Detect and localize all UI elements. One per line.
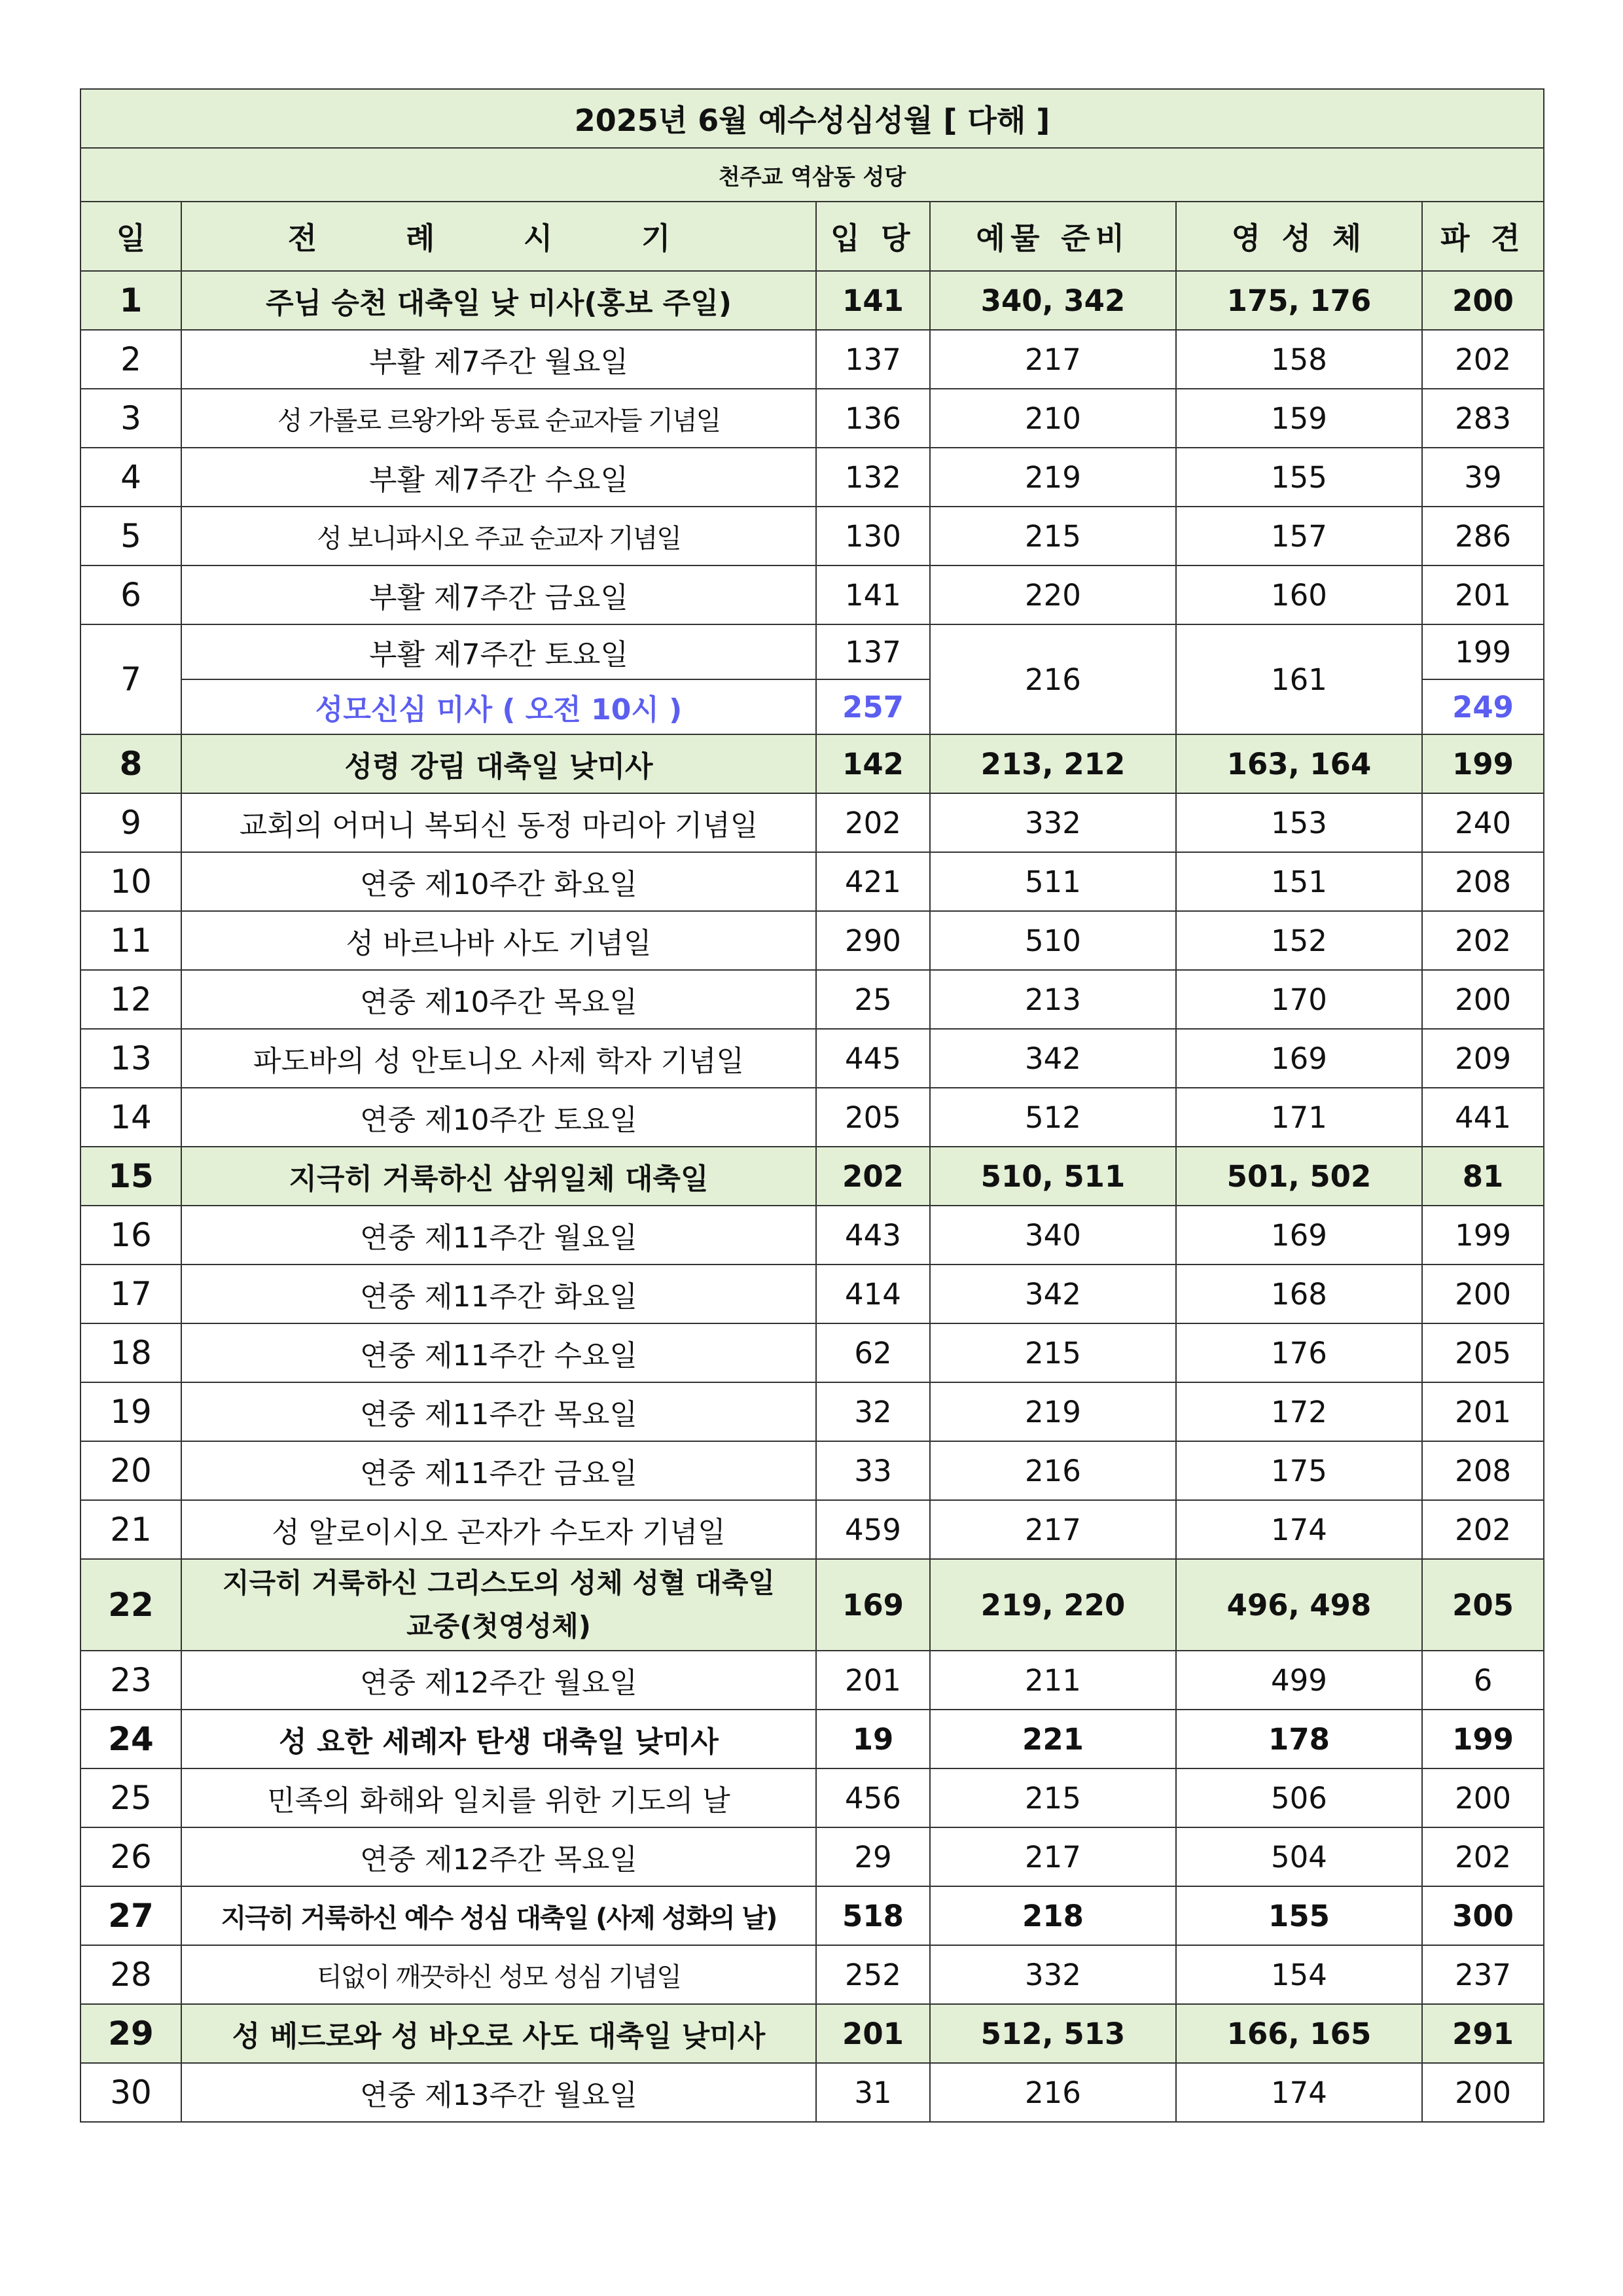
communion-cell: 169: [1176, 1029, 1422, 1088]
table-row: [80, 389, 1544, 448]
dismissal-cell: 199: [1422, 624, 1544, 679]
header-offertory: 예물 준비: [930, 202, 1176, 271]
day-cell: 11: [80, 911, 181, 970]
dismissal-cell: 200: [1422, 1768, 1544, 1827]
liturgy-cell: 부활 제7주간 월요일: [181, 330, 816, 389]
communion-cell: 159: [1176, 389, 1422, 448]
liturgy-cell: 부활 제7주간 토요일: [181, 624, 816, 679]
day-cell: 7: [80, 624, 181, 734]
entrance-cell: 202: [816, 1147, 930, 1206]
offertory-cell: 210: [930, 389, 1176, 448]
offertory-cell: 213: [930, 970, 1176, 1029]
liturgy-cell: 지극히 거룩하신 삼위일체 대축일: [181, 1147, 816, 1206]
offertory-cell: 221: [930, 1710, 1176, 1768]
table-row: [80, 1088, 1544, 1147]
day-cell: 27: [80, 1886, 181, 1945]
dismissal-cell: 441: [1422, 1088, 1544, 1147]
table-row: [80, 1029, 1544, 1088]
liturgy-cell: 연중 제11주간 목요일: [181, 1382, 816, 1441]
liturgy-cell: 지극히 거룩하신 그리스도의 성체 성혈 대축일 교중(첫영성체): [181, 1559, 816, 1651]
communion-cell: 152: [1176, 911, 1422, 970]
dismissal-cell: 205: [1422, 1323, 1544, 1382]
table-row: [80, 1827, 1544, 1886]
offertory-cell: 216: [930, 1441, 1176, 1500]
dismissal-cell: 81: [1422, 1147, 1544, 1206]
liturgy-cell: 연중 제11주간 화요일: [181, 1265, 816, 1323]
communion-cell: 174: [1176, 1500, 1422, 1559]
table-row: [80, 793, 1544, 852]
day-cell: 26: [80, 1827, 181, 1886]
communion-cell: 501, 502: [1176, 1147, 1422, 1206]
dismissal-cell: 6: [1422, 1651, 1544, 1710]
communion-cell: 172: [1176, 1382, 1422, 1441]
table-row: [80, 1441, 1544, 1500]
offertory-cell: 219: [930, 448, 1176, 507]
offertory-cell: 213, 212: [930, 734, 1176, 793]
communion-cell: 175: [1176, 1441, 1422, 1500]
entrance-cell: 141: [816, 271, 930, 330]
day-cell: 23: [80, 1651, 181, 1710]
liturgy-cell: 부활 제7주간 수요일: [181, 448, 816, 507]
offertory-cell: 510, 511: [930, 1147, 1176, 1206]
dismissal-cell: 202: [1422, 1500, 1544, 1559]
communion-cell: 161: [1176, 624, 1422, 734]
table-row: [80, 1768, 1544, 1827]
table-row: [80, 1945, 1544, 2004]
liturgy-cell: 부활 제7주간 금요일: [181, 565, 816, 624]
communion-cell: 496, 498: [1176, 1559, 1422, 1651]
offertory-cell: 217: [930, 1500, 1176, 1559]
table-row: [80, 624, 1544, 679]
day-cell: 18: [80, 1323, 181, 1382]
day-cell: 21: [80, 1500, 181, 1559]
communion-cell: 176: [1176, 1323, 1422, 1382]
table-row: [80, 1206, 1544, 1265]
header-day: 일: [80, 202, 181, 271]
liturgy-cell: 연중 제10주간 화요일: [181, 852, 816, 911]
communion-cell: 151: [1176, 852, 1422, 911]
table-row: [80, 2004, 1544, 2063]
table-row: [80, 507, 1544, 565]
communion-cell: 157: [1176, 507, 1422, 565]
day-cell: 17: [80, 1265, 181, 1323]
offertory-cell: 215: [930, 1768, 1176, 1827]
day-cell: 15: [80, 1147, 181, 1206]
hymn-schedule-table: [80, 88, 1544, 2123]
entrance-cell: 130: [816, 507, 930, 565]
table-row: [80, 1651, 1544, 1710]
day-cell: 30: [80, 2063, 181, 2122]
offertory-cell: 216: [930, 2063, 1176, 2122]
liturgy-cell: 성 알로이시오 곤자가 수도자 기념일: [181, 1500, 816, 1559]
entrance-cell: 142: [816, 734, 930, 793]
table-row: [80, 448, 1544, 507]
entrance-cell: 33: [816, 1441, 930, 1500]
offertory-cell: 215: [930, 1323, 1176, 1382]
day-cell: 4: [80, 448, 181, 507]
parish-name: 천주교 역삼동 성당: [80, 148, 1544, 202]
dismissal-sub-cell: 249: [1422, 679, 1544, 734]
communion-cell: 155: [1176, 1886, 1422, 1945]
entrance-cell: 202: [816, 793, 930, 852]
dismissal-cell: 208: [1422, 852, 1544, 911]
offertory-cell: 332: [930, 793, 1176, 852]
header-communion: 영 성 체: [1176, 202, 1422, 271]
liturgy-cell: 성 보니파시오 주교 순교자 기념일: [181, 507, 816, 565]
entrance-cell: 31: [816, 2063, 930, 2122]
day-cell: 20: [80, 1441, 181, 1500]
dismissal-cell: 39: [1422, 448, 1544, 507]
table-row: [80, 1323, 1544, 1382]
liturgy-cell: 성 가롤로 르왕가와 동료 순교자들 기념일: [181, 389, 816, 448]
table-row: [80, 565, 1544, 624]
offertory-cell: 332: [930, 1945, 1176, 2004]
liturgy-cell: 연중 제11주간 수요일: [181, 1323, 816, 1382]
communion-cell: 174: [1176, 2063, 1422, 2122]
liturgy-cell: 교회의 어머니 복되신 동정 마리아 기념일: [181, 793, 816, 852]
entrance-cell: 459: [816, 1500, 930, 1559]
liturgy-cell: 연중 제11주간 월요일: [181, 1206, 816, 1265]
table-row: [80, 1382, 1544, 1441]
offertory-cell: 512, 513: [930, 2004, 1176, 2063]
offertory-cell: 219: [930, 1382, 1176, 1441]
liturgy-cell: 연중 제13주간 월요일: [181, 2063, 816, 2122]
liturgy-cell: 연중 제12주간 월요일: [181, 1651, 816, 1710]
communion-cell: 169: [1176, 1206, 1422, 1265]
dismissal-cell: 200: [1422, 271, 1544, 330]
liturgy-cell: 연중 제12주간 목요일: [181, 1827, 816, 1886]
day-cell: 9: [80, 793, 181, 852]
dismissal-cell: 200: [1422, 2063, 1544, 2122]
dismissal-cell: 200: [1422, 970, 1544, 1029]
day-cell: 19: [80, 1382, 181, 1441]
table-row: [80, 2063, 1544, 2122]
offertory-cell: 217: [930, 1827, 1176, 1886]
entrance-cell: 201: [816, 1651, 930, 1710]
entrance-cell: 205: [816, 1088, 930, 1147]
entrance-cell: 136: [816, 389, 930, 448]
table-row: [80, 734, 1544, 793]
page-title: 2025년 6월 예수성심성월 [ 다해 ]: [80, 89, 1544, 148]
table-body: [80, 89, 1544, 2122]
entrance-cell: 25: [816, 970, 930, 1029]
offertory-cell: 340: [930, 1206, 1176, 1265]
entrance-cell: 201: [816, 2004, 930, 2063]
table-row: [80, 1559, 1544, 1651]
table-row: [80, 1147, 1544, 1206]
table-row: [80, 1710, 1544, 1768]
liturgy-cell: 민족의 화해와 일치를 위한 기도의 날: [181, 1768, 816, 1827]
entrance-cell: 29: [816, 1827, 930, 1886]
dismissal-cell: 201: [1422, 1382, 1544, 1441]
table-row: [80, 852, 1544, 911]
dismissal-cell: 240: [1422, 793, 1544, 852]
table-row: [80, 911, 1544, 970]
day-cell: 3: [80, 389, 181, 448]
liturgy-cell: 연중 제11주간 금요일: [181, 1441, 816, 1500]
day-cell: 10: [80, 852, 181, 911]
dismissal-cell: 208: [1422, 1441, 1544, 1500]
dismissal-cell: 199: [1422, 1710, 1544, 1768]
offertory-cell: 216: [930, 624, 1176, 734]
dismissal-cell: 209: [1422, 1029, 1544, 1088]
offertory-cell: 342: [930, 1265, 1176, 1323]
communion-cell: 168: [1176, 1265, 1422, 1323]
liturgy-cell: 성 베드로와 성 바오로 사도 대축일 낮미사: [181, 2004, 816, 2063]
day-cell: 22: [80, 1559, 181, 1651]
entrance-cell: 443: [816, 1206, 930, 1265]
dismissal-cell: 199: [1422, 734, 1544, 793]
table-row: [80, 970, 1544, 1029]
liturgy-cell: 파도바의 성 안토니오 사제 학자 기념일: [181, 1029, 816, 1088]
dismissal-cell: 201: [1422, 565, 1544, 624]
liturgy-cell: 성 요한 세례자 탄생 대축일 낮미사: [181, 1710, 816, 1768]
offertory-cell: 218: [930, 1886, 1176, 1945]
dismissal-cell: 202: [1422, 911, 1544, 970]
dismissal-cell: 237: [1422, 1945, 1544, 2004]
day-cell: 13: [80, 1029, 181, 1088]
entrance-cell: 252: [816, 1945, 930, 2004]
offertory-cell: 510: [930, 911, 1176, 970]
dismissal-cell: 202: [1422, 330, 1544, 389]
offertory-cell: 211: [930, 1651, 1176, 1710]
day-cell: 8: [80, 734, 181, 793]
entrance-cell: 19: [816, 1710, 930, 1768]
liturgy-sub-cell: 성모신심 미사 ( 오전 10시 ): [181, 679, 816, 734]
day-cell: 24: [80, 1710, 181, 1768]
liturgy-cell: 연중 제10주간 목요일: [181, 970, 816, 1029]
day-cell: 28: [80, 1945, 181, 2004]
day-cell: 12: [80, 970, 181, 1029]
dismissal-cell: 205: [1422, 1559, 1544, 1651]
dismissal-cell: 199: [1422, 1206, 1544, 1265]
day-cell: 25: [80, 1768, 181, 1827]
header-liturgy: 전 례 시 기: [181, 202, 816, 271]
title-row: [80, 89, 1544, 148]
day-cell: 29: [80, 2004, 181, 2063]
entrance-cell: 290: [816, 911, 930, 970]
communion-cell: 153: [1176, 793, 1422, 852]
liturgy-cell: 연중 제10주간 토요일: [181, 1088, 816, 1147]
entrance-sub-cell: 257: [816, 679, 930, 734]
header-dismissal: 파 견: [1422, 202, 1544, 271]
header-row: [80, 202, 1544, 271]
communion-cell: 171: [1176, 1088, 1422, 1147]
dismissal-cell: 286: [1422, 507, 1544, 565]
communion-cell: 504: [1176, 1827, 1422, 1886]
communion-cell: 166, 165: [1176, 2004, 1422, 2063]
day-cell: 16: [80, 1206, 181, 1265]
offertory-cell: 340, 342: [930, 271, 1176, 330]
communion-cell: 158: [1176, 330, 1422, 389]
dismissal-cell: 202: [1422, 1827, 1544, 1886]
entrance-cell: 421: [816, 852, 930, 911]
offertory-cell: 511: [930, 852, 1176, 911]
communion-cell: 506: [1176, 1768, 1422, 1827]
entrance-cell: 169: [816, 1559, 930, 1651]
day-cell: 1: [80, 271, 181, 330]
offertory-cell: 219, 220: [930, 1559, 1176, 1651]
communion-cell: 163, 164: [1176, 734, 1422, 793]
dismissal-cell: 300: [1422, 1886, 1544, 1945]
liturgy-cell: 성 바르나바 사도 기념일: [181, 911, 816, 970]
dismissal-cell: 283: [1422, 389, 1544, 448]
communion-cell: 170: [1176, 970, 1422, 1029]
offertory-cell: 342: [930, 1029, 1176, 1088]
offertory-cell: 512: [930, 1088, 1176, 1147]
communion-cell: 175, 176: [1176, 271, 1422, 330]
table-row: [80, 271, 1544, 330]
offertory-cell: 217: [930, 330, 1176, 389]
table-row: [80, 330, 1544, 389]
offertory-cell: 215: [930, 507, 1176, 565]
entrance-cell: 62: [816, 1323, 930, 1382]
communion-cell: 160: [1176, 565, 1422, 624]
table-row: [80, 1886, 1544, 1945]
table-row: [80, 1500, 1544, 1559]
entrance-cell: 456: [816, 1768, 930, 1827]
liturgy-cell: 티없이 깨끗하신 성모 성심 기념일: [181, 1945, 816, 2004]
entrance-cell: 414: [816, 1265, 930, 1323]
entrance-cell: 32: [816, 1382, 930, 1441]
communion-cell: 499: [1176, 1651, 1422, 1710]
dismissal-cell: 291: [1422, 2004, 1544, 2063]
communion-cell: 154: [1176, 1945, 1422, 2004]
entrance-cell: 141: [816, 565, 930, 624]
entrance-cell: 132: [816, 448, 930, 507]
day-cell: 2: [80, 330, 181, 389]
header-entrance: 입 당: [816, 202, 930, 271]
entrance-cell: 137: [816, 330, 930, 389]
day-cell: 6: [80, 565, 181, 624]
day-cell: 14: [80, 1088, 181, 1147]
entrance-cell: 137: [816, 624, 930, 679]
table-row: [80, 1265, 1544, 1323]
parish-row: [80, 148, 1544, 202]
liturgy-cell: 지극히 거룩하신 예수 성심 대축일 (사제 성화의 날): [181, 1886, 816, 1945]
liturgy-cell: 성령 강림 대축일 낮미사: [181, 734, 816, 793]
day-cell: 5: [80, 507, 181, 565]
dismissal-cell: 200: [1422, 1265, 1544, 1323]
entrance-cell: 518: [816, 1886, 930, 1945]
communion-cell: 155: [1176, 448, 1422, 507]
entrance-cell: 445: [816, 1029, 930, 1088]
offertory-cell: 220: [930, 565, 1176, 624]
communion-cell: 178: [1176, 1710, 1422, 1768]
liturgy-cell: 주님 승천 대축일 낮 미사(홍보 주일): [181, 271, 816, 330]
